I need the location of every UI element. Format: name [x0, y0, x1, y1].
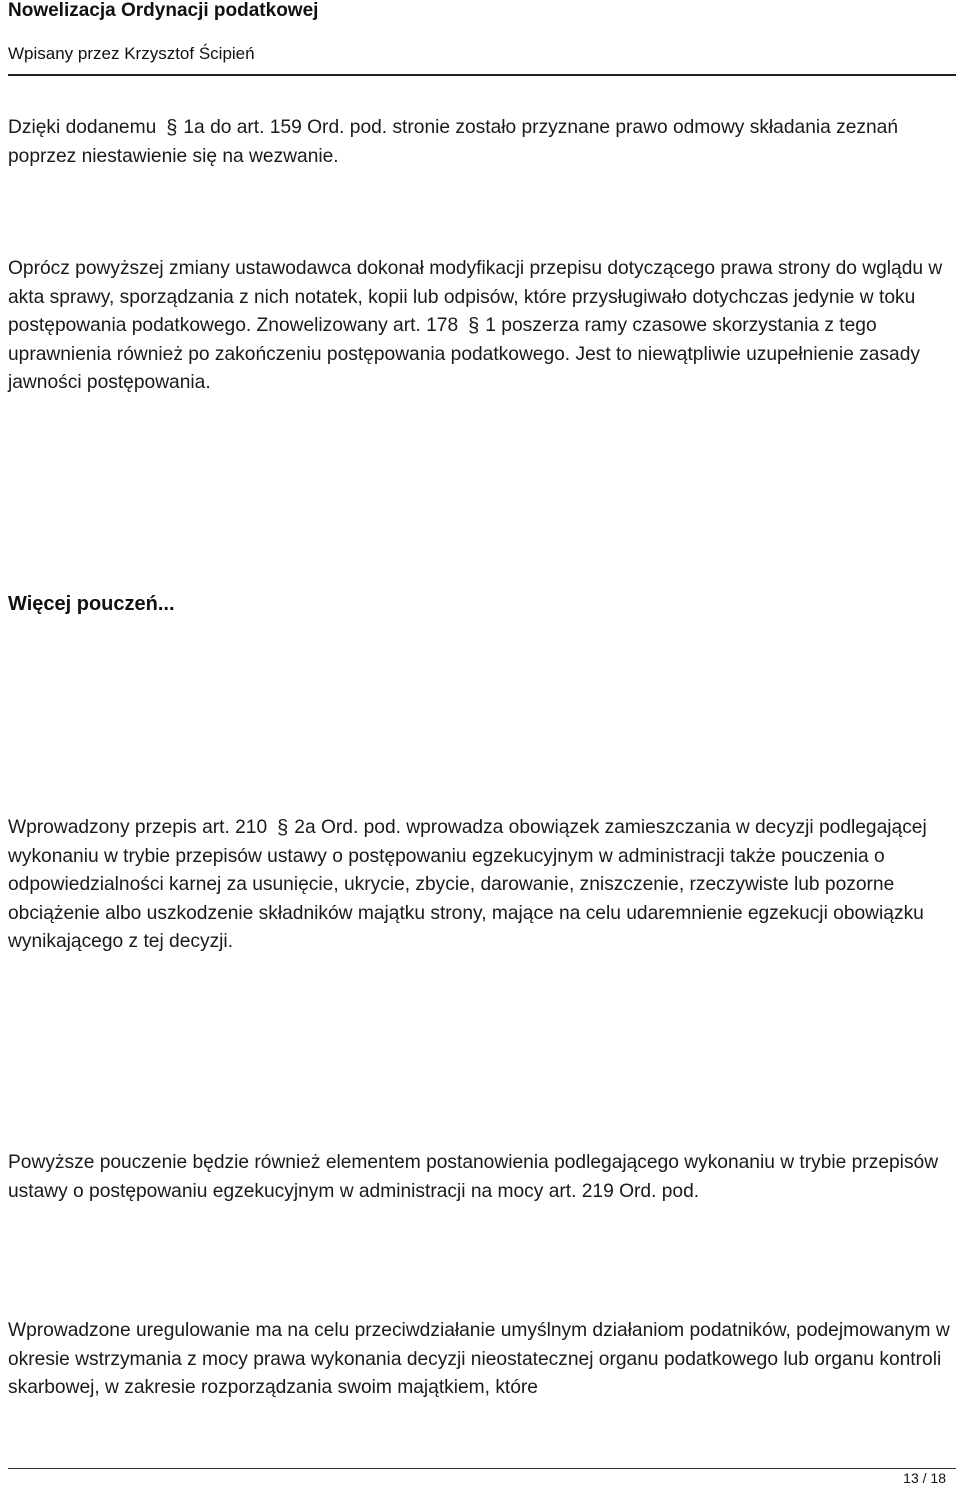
- more-guidance-link[interactable]: Więcej pouczeń...: [8, 593, 175, 615]
- section-sign-icon: §: [277, 817, 289, 839]
- paragraph-1-text-b: 1a do art. 159 Ord. pod. stronie zostało przyznane prawo odmowy składania zeznań poprzez niestawienie się na wezwanie.: [8, 117, 899, 167]
- paragraph-1: [8, 114, 958, 171]
- document-title: Nowelizacja Ordynacji podatkowej: [8, 0, 319, 21]
- section-sign-icon: §: [166, 117, 178, 139]
- document-author: Wpisany przez Krzysztof Ścipień: [8, 44, 255, 63]
- paragraph-3-text-b: 2a Ord. pod. wprowadza obowiązek zamieszczania w decyzji podlegającej wykonaniu w trybie przepisów ustawy o postępowaniu egzekucyjnym w administracji także pouczenia o odpowiedzialności karnej za usunięcie, ukrycie, zbycie, darowanie, zniszczenie, rzeczywiste lub pozorne obciążenie albo uszkodzenie składników majątku strony, mające na celu udaremnienie egzekucji obowiązku wynikającego z tej decyzji.: [8, 817, 927, 952]
- paragraph-4: Powyższe pouczenie będzie również elementem postanowienia podlegającego wykonaniu w trybie przepisów ustawy o postępowaniu egzekucyjnym w administracji na mocy art. 219 Ord. pod.: [8, 1152, 939, 1202]
- document-header: [8, 0, 956, 76]
- paragraph-1-text-a: Dzięki dodanemu: [8, 117, 157, 138]
- section-sign-icon: §: [468, 315, 480, 337]
- paragraph-2: [8, 255, 958, 398]
- paragraph-2-text-b: 1 poszerza ramy czasowe skorzystania z tego uprawnienia również po zakończeniu postępowania podatkowego. Jest to niewątpliwie uzupełnienie zasady jawności postępowania.: [8, 315, 920, 393]
- paragraph-5: Wprowadzone uregulowanie ma na celu przeciwdziałanie umyślnym działaniom podatników, podejmowanym w okresie wstrzymania z mocy prawa wykonania decyzji nieostatecznej organu podatkowego lub organu kontroli skarbowej, w zakresie rozporządzania swoim majątkiem, które: [8, 1320, 950, 1398]
- paragraph-3: [8, 814, 958, 957]
- paragraph-3-text-a: Wprowadzony przepis art. 210: [8, 817, 268, 838]
- paragraph-2-text-a: Oprócz powyższej zmiany ustawodawca dokonał modyfikacji przepisu dotyczącego prawa strony do wglądu w akta sprawy, sporządzania z nich notatek, kopii lub odpisów, które przysługiwało dotychczas jedynie w toku postępowania podatkowego. Znowelizowany art. 178: [8, 258, 943, 336]
- page-number: 13 / 18: [903, 1470, 946, 1486]
- footer-divider: [8, 1468, 956, 1469]
